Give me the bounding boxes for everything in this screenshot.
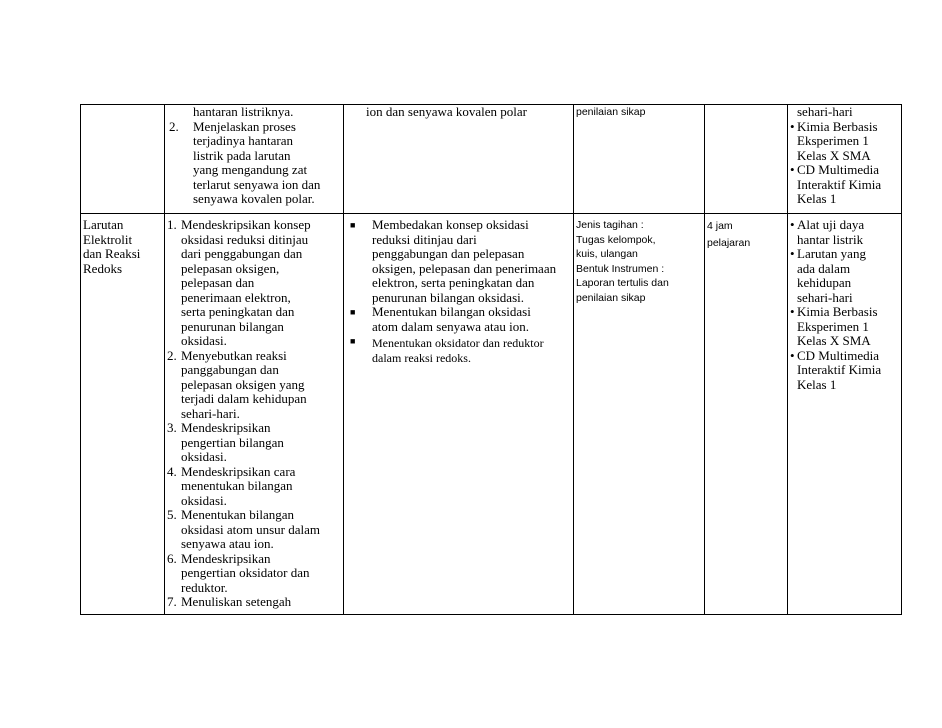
line: Eksperimen 1: [797, 318, 869, 334]
line: Larutan yang: [797, 246, 866, 261]
line: Mendeskripsikan: [181, 420, 271, 435]
list-item: [167, 421, 341, 465]
list-item: [790, 120, 899, 164]
list-item: [346, 305, 571, 334]
list-item: [167, 120, 341, 207]
line: oksidasi.: [181, 333, 227, 348]
line: Mendeskripsikan cara: [181, 463, 296, 479]
list-number: 2.: [169, 118, 179, 134]
list-item: [346, 334, 571, 365]
square-bullet-icon: ■: [350, 307, 356, 317]
square-bullet-icon: ■: [350, 220, 356, 230]
pembelajaran-list: [346, 218, 571, 365]
line: Kelas 1: [797, 191, 837, 206]
line: oksidasi reduksi ditinjau: [181, 231, 309, 247]
line: dalam reaksi redoks.: [372, 350, 471, 365]
line: atom dalam senyawa atau ion.: [372, 318, 530, 334]
line: reduksi ditinjau dari: [372, 231, 477, 247]
list-item: [790, 349, 899, 393]
line: serta peningkatan dan: [181, 304, 295, 319]
line: terjadinya hantaran: [193, 133, 293, 148]
cell-materi-empty: [81, 105, 165, 214]
line: kehidupan: [797, 275, 852, 290]
line: Menjelaskan proses: [193, 118, 296, 134]
cell-indikator: [165, 214, 344, 615]
list-item: [167, 508, 341, 552]
list-number: 4.: [167, 463, 177, 479]
line: Redoks: [83, 260, 122, 276]
line: pelajaran: [707, 237, 751, 249]
line: kuis, ulangan: [576, 248, 638, 260]
line: dan Reaksi: [83, 246, 141, 261]
line: Menyebutkan reaksi: [181, 347, 287, 363]
bullet-icon: •: [790, 118, 795, 134]
line: Laporan tertulis dan: [576, 277, 669, 289]
line: pelepasan dan: [181, 275, 255, 290]
line: Menentukan bilangan: [181, 507, 294, 522]
line: senyawa atau ion.: [181, 536, 274, 551]
line: oksidasi atom unsur dalam: [181, 521, 321, 537]
list-item: [167, 552, 341, 596]
line: terjadi dalam kehidupan: [181, 391, 307, 406]
line: CD Multimedia: [797, 347, 879, 363]
cell-penilaian: [574, 214, 705, 615]
line: penurunan bilangan oksidasi.: [372, 289, 524, 305]
bullet-icon: •: [790, 304, 795, 319]
sumber-continued-line: sehari-hari: [797, 104, 853, 119]
line: Kelas 1: [797, 376, 837, 392]
list-item: [790, 163, 899, 207]
line: oksidasi.: [181, 492, 227, 508]
line: penggabungan dan pelepasan: [372, 246, 525, 261]
line: Kimia Berbasis: [797, 118, 878, 134]
line: Kimia Berbasis: [797, 304, 878, 319]
list-item: [167, 349, 341, 422]
list-number: 6.: [167, 550, 177, 566]
sumber-list: [790, 218, 899, 392]
line: penurunan bilangan: [181, 318, 284, 334]
line: Mendeskripsikan konsep: [181, 217, 311, 232]
penilaian-continued-line: penilaian sikap: [576, 106, 646, 118]
list-item: [167, 465, 341, 509]
line: Bentuk Instrumen :: [576, 262, 665, 275]
list-item: [790, 218, 899, 247]
cell-sumber-continued: [788, 105, 902, 214]
line: Menuliskan setengah: [181, 594, 292, 609]
syllabus-table: [80, 104, 902, 615]
line: pengertian oksidator dan: [181, 565, 310, 580]
line: yang mengandung zat: [193, 162, 308, 177]
indikator-list: [167, 218, 341, 610]
line: listrik pada larutan: [193, 147, 291, 163]
list-number: 1.: [167, 217, 177, 232]
line: Interaktif Kimia: [797, 176, 882, 192]
line: ada dalam: [797, 260, 851, 276]
line: 4 jam: [707, 220, 733, 232]
line: senyawa kovalen polar.: [193, 191, 315, 206]
list-number: 3.: [167, 420, 177, 435]
cell-sumber: [788, 214, 902, 615]
cell-alokasi-empty: [705, 105, 788, 214]
line: penerimaan elektron,: [181, 289, 291, 305]
pembelajaran-continued-line: ion dan senyawa kovalen polar: [366, 104, 528, 119]
list-number: 7.: [167, 594, 177, 609]
line: pengertian bilangan: [181, 434, 284, 450]
line: sehari-hari: [797, 289, 853, 305]
line: CD Multimedia: [797, 162, 879, 177]
bullet-icon: •: [790, 347, 795, 363]
indikator-continued-line: hantaran listriknya.: [193, 104, 294, 119]
line: dari penggabungan dan: [181, 246, 303, 261]
line: Larutan: [83, 217, 124, 232]
list-number: 2.: [167, 347, 177, 363]
line: hantar listrik: [797, 231, 864, 247]
line: pelepasan oksigen yang: [181, 376, 305, 392]
line: oksigen, pelepasan dan penerimaan: [372, 260, 557, 276]
line: Jenis tagihan :: [576, 219, 644, 231]
bullet-icon: •: [790, 246, 795, 261]
line: Tugas kelompok,: [576, 233, 656, 246]
cell-materi: [81, 214, 165, 615]
indikator-list-continued: [167, 120, 341, 207]
table-row-redoks: [81, 214, 902, 615]
line: Menentukan bilangan oksidasi: [372, 304, 531, 319]
line: Kelas X SMA: [797, 147, 871, 163]
line: sehari-hari.: [181, 405, 240, 421]
list-item: [167, 595, 341, 610]
line: Interaktif Kimia: [797, 362, 882, 377]
bullet-icon: •: [790, 217, 795, 232]
line: Mendeskripsikan: [181, 550, 271, 566]
line: Menentukan oksidator dan reduktor: [372, 336, 544, 350]
cell-pembelajaran-continued: [344, 105, 574, 214]
list-item: [346, 218, 571, 305]
line: Membedakan konsep oksidasi: [372, 217, 529, 232]
list-item: [790, 305, 899, 349]
bullet-icon: •: [790, 162, 795, 177]
line: pelepasan oksigen,: [181, 260, 280, 276]
list-number: 5.: [167, 507, 177, 522]
line: oksidasi.: [181, 449, 227, 464]
line: Alat uji daya: [797, 217, 865, 232]
cell-pembelajaran: [344, 214, 574, 615]
line: menentukan bilangan: [181, 478, 293, 493]
list-item: [790, 247, 899, 305]
table-row-continued: [81, 105, 902, 214]
cell-penilaian-continued: [574, 105, 705, 214]
line: reduktor.: [181, 579, 228, 595]
line: penilaian sikap: [576, 291, 646, 304]
line: terlarut senyawa ion dan: [193, 176, 321, 192]
cell-indikator-continued: [165, 105, 344, 214]
line: elektron, serta peningkatan dan: [372, 275, 535, 290]
line: Elektrolit: [83, 231, 133, 247]
line: Eksperimen 1: [797, 133, 869, 148]
cell-alokasi-waktu: [705, 214, 788, 615]
square-bullet-icon: ■: [350, 336, 356, 346]
line: panggabungan dan: [181, 362, 279, 377]
sumber-list-continued: [790, 120, 899, 207]
line: Kelas X SMA: [797, 333, 871, 348]
list-item: [167, 218, 341, 349]
